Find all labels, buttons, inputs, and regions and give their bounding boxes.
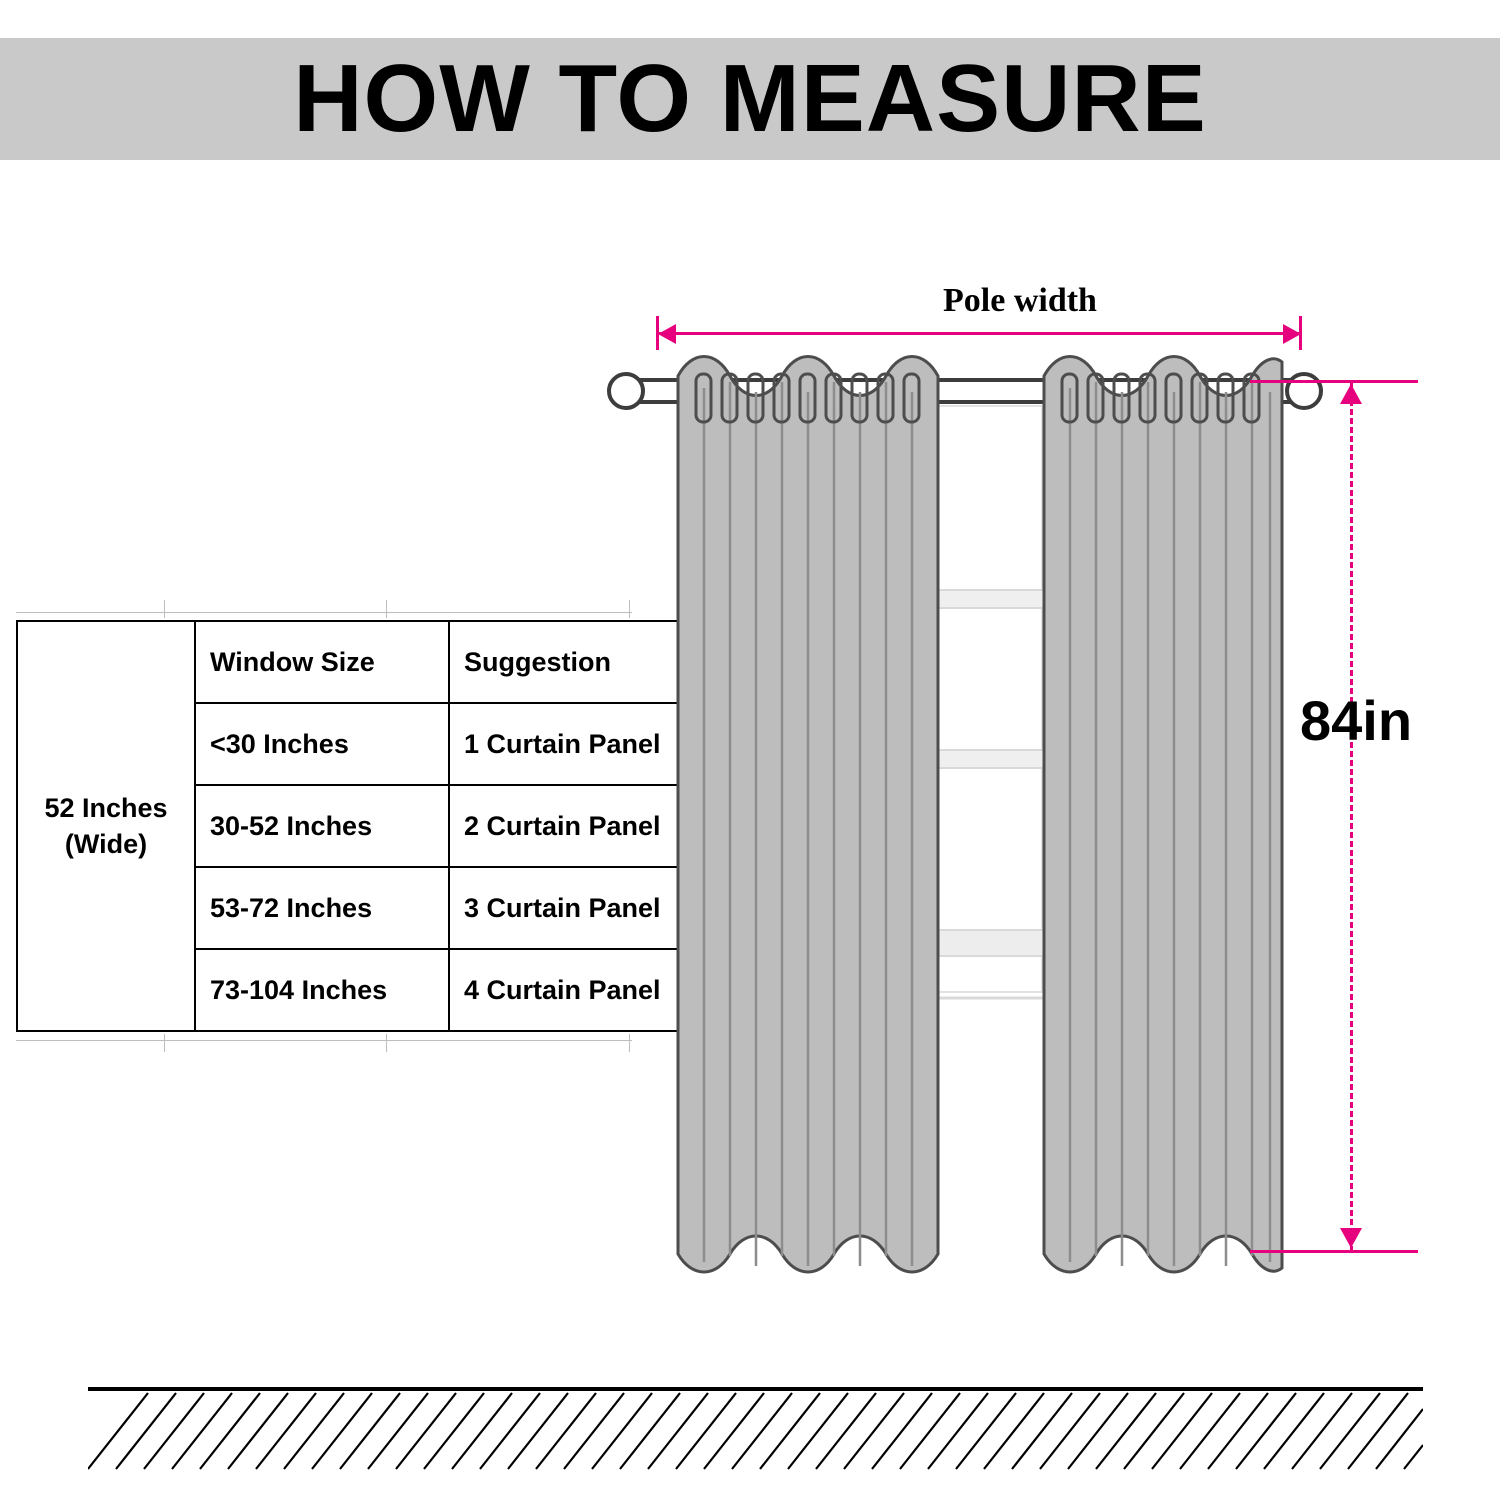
guide-tick-bottom <box>16 1040 632 1041</box>
window-frame-icon <box>924 398 1056 998</box>
height-top-tick <box>1250 380 1418 383</box>
pole-width-line <box>656 332 1302 335</box>
cell-window-size: 73-104 Inches <box>195 949 449 1031</box>
cell-suggestion: 1 Curtain Panel <box>449 703 719 785</box>
cell-suggestion: 2 Curtain Panel <box>449 785 719 867</box>
height-bottom-tick <box>1250 1250 1418 1253</box>
guide-tick-v1 <box>164 600 165 618</box>
cell-window-size: 30-52 Inches <box>195 785 449 867</box>
curtain-panel-right <box>1044 357 1282 1273</box>
size-suggestion-table <box>16 620 661 1032</box>
curtain-diagram <box>600 270 1420 1280</box>
cell-suggestion: 3 Curtain Panel <box>449 867 719 949</box>
height-arrow-down-icon <box>1340 1228 1362 1248</box>
guide-tick-v3 <box>164 1034 165 1052</box>
window-width-unit: (Wide) <box>64 829 148 859</box>
curtain-panel-left <box>678 357 938 1273</box>
window-width-value: 52 Inches <box>44 792 168 823</box>
column-header-window-size: Window Size <box>195 621 449 703</box>
cell-window-size: <30 Inches <box>195 703 449 785</box>
guide-tick-top <box>16 612 632 613</box>
pole-width-arrow-left-icon <box>658 324 676 344</box>
height-arrow-up-icon <box>1340 384 1362 404</box>
cell-window-size: 53-72 Inches <box>195 867 449 949</box>
window-and-curtains-illustration <box>600 270 1420 1280</box>
window-width-label <box>17 621 195 1031</box>
guide-tick-v4 <box>386 1034 387 1052</box>
pole-width-arrow-right-icon <box>1283 324 1301 344</box>
guide-tick-v2 <box>386 600 387 618</box>
pole-width-label: Pole width <box>943 282 1097 319</box>
floor-hatch-icon <box>88 1385 1423 1477</box>
page-title: HOW TO MEASURE <box>293 45 1207 152</box>
cell-suggestion: 4 Curtain Panel <box>449 949 719 1031</box>
column-header-suggestion: Suggestion <box>449 621 719 703</box>
height-dimension-line <box>1350 382 1353 1252</box>
height-label: 84in <box>1300 689 1413 752</box>
